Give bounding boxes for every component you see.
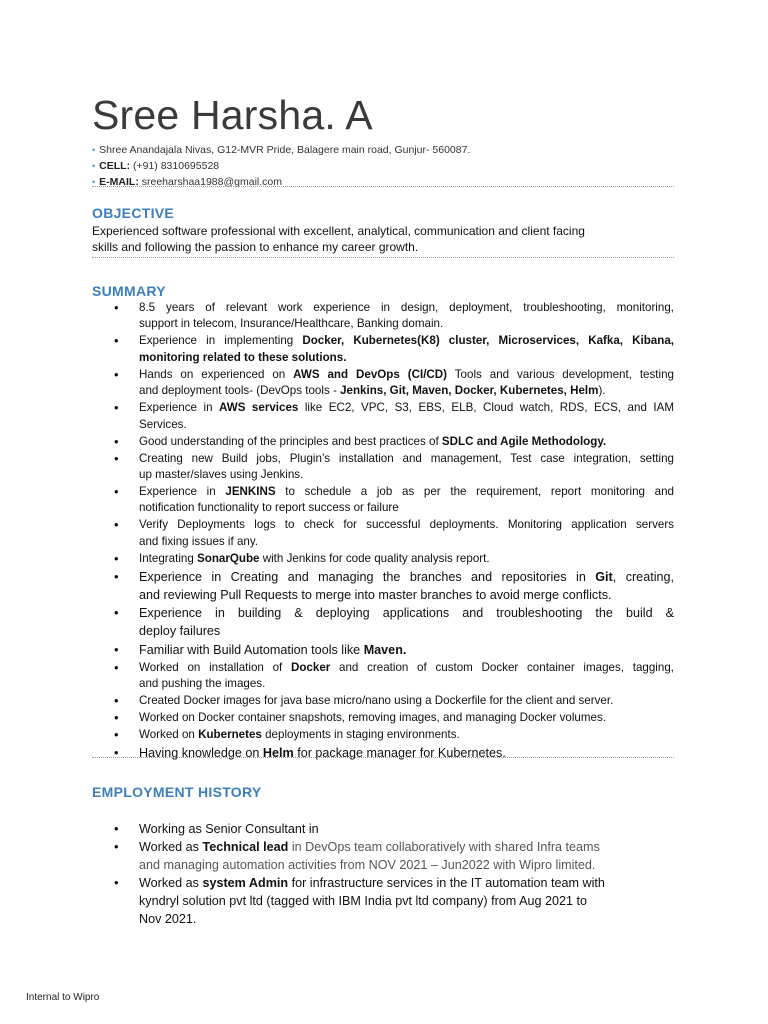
list-item (114, 710, 674, 726)
list-item (114, 568, 674, 604)
item-line: up master/slaves using Jenkins. (139, 468, 304, 482)
item-line (139, 333, 674, 349)
list-item (114, 727, 674, 743)
candidate-name: Sree Harsha. A (92, 92, 373, 138)
item-text: deployments in staging environments. (261, 728, 460, 742)
list-item (114, 604, 674, 640)
item-bold: Kubernetes (198, 728, 262, 742)
item-text: Experience in (139, 485, 226, 499)
summary-list (114, 300, 674, 763)
email-label: E-MAIL: (99, 176, 139, 188)
item-bold: SDLC and Agile Methodology. (441, 434, 607, 448)
item-line (139, 641, 674, 659)
item-bold: monitoring related to these solutions. (139, 350, 347, 364)
list-item (114, 693, 674, 709)
item-text: Integrating (139, 551, 198, 565)
item-bold: JENKINS (225, 485, 276, 499)
item-text: Hands on experienced on (139, 367, 294, 381)
item-text: Worked on installation of (139, 660, 291, 674)
item-text: Tools and various development, testing (447, 367, 674, 381)
list-item (114, 820, 674, 838)
item-line: kyndryl solution pvt ltd (tagged with IBM India pvt ltd company) from Aug 2021 to (139, 894, 588, 908)
objective-text (92, 223, 692, 255)
list-item (114, 484, 674, 517)
address-text: Shree Anandajala Nivas, G12-MVR Pride, Balagere main road, Gunjur- 560087. (99, 144, 471, 156)
list-item (114, 641, 674, 659)
list-item (114, 451, 674, 484)
item-line: and reviewing Pull Requests to merge into master branches to avoid merge conflicts. (139, 587, 612, 602)
item-text: Good understanding of the principles and best practices of (139, 434, 442, 448)
item-line: and pushing the images. (139, 677, 266, 691)
item-bold: Docker (290, 660, 331, 674)
item-text: Experience in implementing (139, 334, 303, 348)
section-divider (92, 186, 674, 187)
summary-heading: SUMMARY (92, 283, 166, 299)
item-bold: Maven. (363, 643, 407, 658)
item-text: like EC2, VPC, S3, EBS, ELB, Cloud watch, RDS, ECS, and IAM (298, 401, 675, 415)
item-line (139, 744, 674, 762)
list-item (114, 838, 674, 874)
item-text: Experience in Creating and managing the branches and repositories in (139, 569, 596, 584)
item-line: • Creating new Build jobs, Plugin’s installation and management, Test case integration, setting (139, 451, 674, 465)
list-item (114, 400, 674, 433)
item-text: Worked as (139, 840, 203, 854)
list-item (114, 874, 674, 928)
item-line: • 8.5 years of relevant work experience in design, deployment, troubleshooting, monitoring, (139, 301, 674, 314)
list-item (114, 333, 674, 366)
item-line: • Working as Senior Consultant in (139, 822, 319, 836)
item-line (139, 434, 674, 450)
item-bold: Jenkins, Git, Maven, Docker, Kubernetes, Helm (340, 384, 599, 398)
item-text: for infrastructure services in the IT automation team with (288, 876, 605, 890)
item-line (139, 350, 674, 366)
item-bold: Git (595, 569, 613, 584)
item-text: and creation of custom Docker container images, tagging, (330, 660, 674, 674)
item-text: for package manager for Kubernetes. (293, 746, 506, 761)
item-text: Worked on (139, 728, 199, 742)
email-row (92, 174, 692, 190)
cell-row (92, 158, 692, 174)
item-line (139, 400, 674, 416)
list-item (114, 551, 674, 567)
item-line: and managing automation activities from NOV 2021 – Jun2022 with Wipro limited. (139, 858, 596, 872)
item-bold: AWS and DevOps (CI/CD) (293, 367, 448, 381)
cell-value: (+91) 8310695528 (133, 160, 220, 172)
item-line (139, 727, 674, 743)
item-line: deploy failures (139, 624, 221, 639)
item-bold: Docker, Kubernetes(K8) cluster, Microservices, Kafka, Kibana, (302, 334, 674, 348)
section-divider (92, 757, 674, 758)
list-item (114, 434, 674, 450)
email-value: sreeharshaa1988@gmail.com (141, 176, 282, 188)
cell-label: CELL: (99, 160, 131, 172)
item-text: with Jenkins for code quality analysis report. (259, 551, 490, 565)
list-item (114, 660, 674, 693)
list-item (114, 517, 674, 550)
item-line (139, 874, 674, 892)
item-line: notification functionality to report success or failure (139, 501, 399, 515)
bullet-icon: • (92, 145, 96, 155)
bullet-icon: • (92, 177, 96, 187)
address-row (92, 142, 692, 158)
employment-heading: EMPLOYMENT HISTORY (92, 784, 262, 800)
item-line (139, 660, 674, 676)
item-text: Experience in (139, 401, 220, 415)
footer-classification: Internal to Wipro (26, 992, 100, 1003)
item-line (139, 383, 674, 399)
item-line: • Created Docker images for java base micro/nano using a Dockerfile for the client and server. (139, 694, 614, 708)
item-line (139, 367, 674, 383)
item-text: Having knowledge on (139, 746, 263, 761)
list-item (114, 300, 674, 333)
item-text: Worked as (139, 876, 203, 890)
item-line: Nov 2021. (139, 912, 197, 926)
item-line: • Worked on Docker container snapshots, removing images, and managing Docker volumes. (139, 711, 606, 725)
item-line: • Verify Deployments logs to check for successful deployments. Monitoring application servers (139, 518, 674, 532)
item-bold: AWS services (219, 401, 299, 415)
item-text: , creating, (612, 569, 674, 584)
item-line (139, 551, 674, 567)
bullet-icon: • (92, 161, 96, 171)
contact-block (92, 142, 692, 190)
objective-heading: OBJECTIVE (92, 205, 175, 221)
item-line (139, 484, 674, 500)
item-line (139, 568, 674, 586)
objective-line: Experienced software professional with excellent, analytical, communication and client facing (92, 224, 585, 238)
objective-line: skills and following the passion to enhance my career growth. (92, 240, 419, 254)
item-line: support in telecom, Insurance/Healthcare, Banking domain. (139, 317, 444, 331)
item-bold: Helm (262, 746, 294, 761)
item-bold: SonarQube (197, 551, 260, 565)
item-line: Services. (139, 417, 187, 431)
section-divider (92, 257, 674, 258)
item-bold: Technical lead (202, 840, 289, 854)
item-line: and fixing issues if any. (139, 534, 259, 548)
item-line (139, 838, 674, 856)
item-text: ). (598, 384, 606, 398)
item-line: • Experience in building & deploying applications and troubleshooting the build & (139, 606, 674, 621)
list-item (114, 744, 674, 762)
item-text: to schedule a job as per the requirement, report monitoring and (275, 485, 674, 499)
item-text: and deployment tools- (DevOps tools - (139, 384, 341, 398)
list-item (114, 367, 674, 400)
item-text: Familiar with Build Automation tools like (139, 643, 364, 658)
item-text: in DevOps team collaboratively with shared Infra teams (288, 840, 600, 854)
item-bold: system Admin (202, 876, 289, 890)
employment-list (114, 820, 674, 928)
